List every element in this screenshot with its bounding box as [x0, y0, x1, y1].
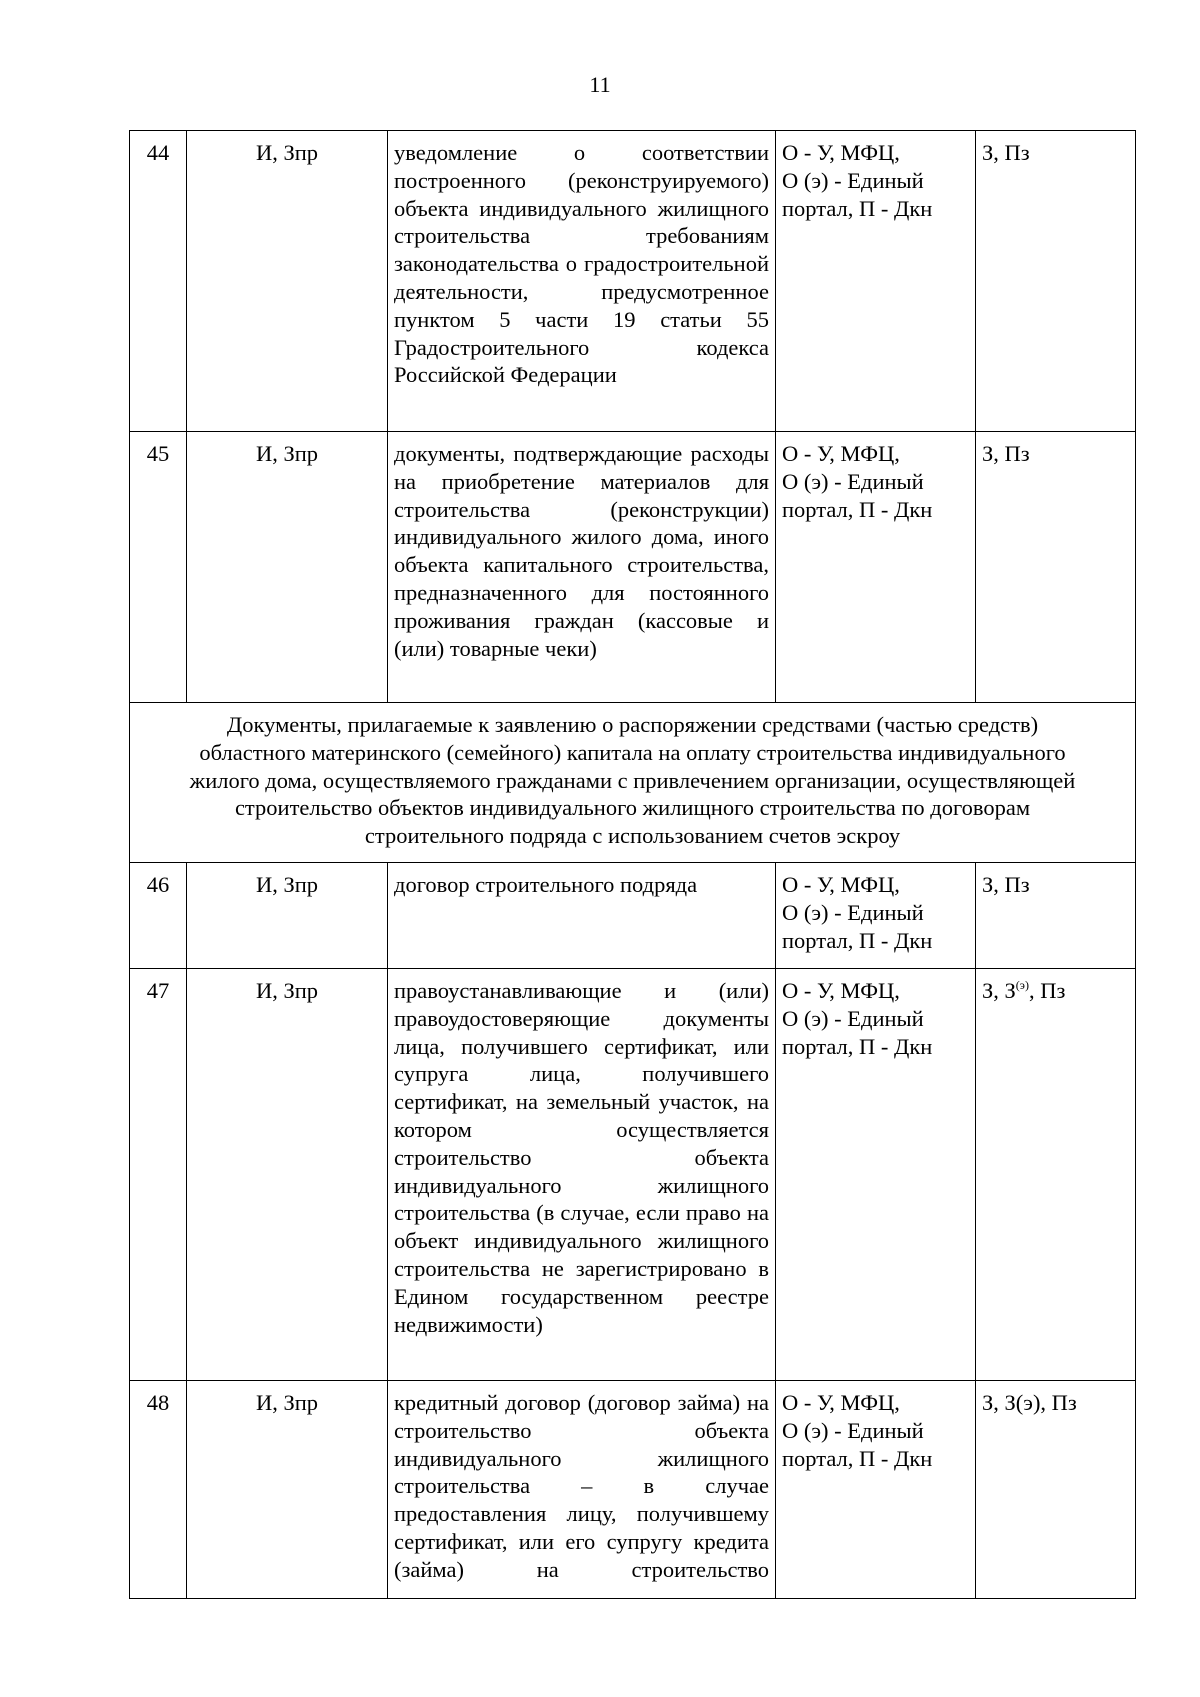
document-form: З, З(э), Пз — [976, 1381, 1136, 1599]
documents-table — [129, 130, 1136, 1599]
applicant-code: И, Зпр — [187, 432, 388, 703]
submission-line: О (э) - Единый — [782, 1005, 924, 1031]
section-heading-line: строительство объектов индивидуального жилищного строительства по договорам — [234, 795, 1031, 821]
submission-line: О (э) - Единый — [782, 1417, 924, 1443]
document-form — [976, 969, 1136, 1381]
table-row — [130, 863, 1136, 969]
document-description: документы, подтверждающие расходы на приобретение материалов для строительства (реконструкции) индивидуального жилого дома, иного объекта капитального строительства, предназначенного для постоянного проживания граждан (кассовые и (или) товарные чеки) — [388, 432, 776, 703]
row-number: 46 — [130, 863, 187, 969]
form-text: , Пз — [1028, 978, 1066, 1003]
applicant-code: И, Зпр — [187, 131, 388, 432]
submission-line: О - У, МФЦ, — [782, 441, 900, 466]
submission-line: О (э) - Единый — [782, 468, 924, 494]
submission-line: О - У, МФЦ, — [782, 140, 900, 165]
submission-method — [776, 432, 976, 703]
page-number: 11 — [589, 72, 611, 97]
document-description: уведомление о соответствии построенного (реконструируемого) объекта индивидуального жилищного строительства требованиям законодательства о градостроительной деятельности, предусмотренное пунктом 5 части 19 статьи 55 Градостроительного кодекса Российской Федерации — [388, 131, 776, 432]
submission-line: О (э) - Единый — [782, 167, 924, 193]
submission-line: портал, П - Дкн — [782, 927, 933, 953]
section-heading-row — [130, 703, 1136, 863]
submission-line: портал, П - Дкн — [782, 1033, 933, 1059]
document-description: договор строительного подряда — [388, 863, 776, 969]
applicant-code: И, Зпр — [187, 1381, 388, 1599]
row-number: 45 — [130, 432, 187, 703]
table-row — [130, 432, 1136, 703]
submission-line: О - У, МФЦ, — [782, 872, 900, 897]
submission-method — [776, 863, 976, 969]
section-heading-line: жилого дома, осуществляемого гражданами с привлечением организации, осуществляющей — [189, 767, 1076, 793]
section-heading-line: Документы, прилагаемые к заявлению о распоряжении средствами (частью средств) — [226, 712, 1039, 737]
submission-line: О - У, МФЦ, — [782, 978, 900, 1003]
row-number: 47 — [130, 969, 187, 1381]
submission-line: О - У, МФЦ, — [782, 1390, 900, 1415]
form-superscript: (э) — [1015, 978, 1029, 992]
table-row — [130, 969, 1136, 1381]
applicant-code: И, Зпр — [187, 863, 388, 969]
submission-line: портал, П - Дкн — [782, 1445, 933, 1471]
submission-line: О (э) - Единый — [782, 899, 924, 925]
section-heading-line: областного материнского (семейного) капитала на оплату строительства индивидуального — [199, 739, 1066, 765]
table-row — [130, 131, 1136, 432]
applicant-code: И, Зпр — [187, 969, 388, 1381]
section-heading — [130, 703, 1136, 863]
row-number: 44 — [130, 131, 187, 432]
submission-method — [776, 131, 976, 432]
form-text: З, З — [982, 978, 1016, 1003]
submission-method — [776, 1381, 976, 1599]
document-description: правоустанавливающие и (или) правоудостоверяющие документы лица, получившего сертификат, или супруга лица, получившего сертификат, на земельный участок, на котором осуществляется строительство объекта индивидуального жилищного строительства (в случае, если право на объект индивидуального жилищного строительства не зарегистрировано в Едином государственном реестре недвижимости) — [388, 969, 776, 1381]
document-form: З, Пз — [976, 131, 1136, 432]
submission-line: портал, П - Дкн — [782, 496, 933, 522]
row-number: 48 — [130, 1381, 187, 1599]
section-heading-line: строительного подряда с использованием счетов эскроу — [364, 823, 901, 849]
table-row — [130, 1381, 1136, 1599]
document-form: З, Пз — [976, 863, 1136, 969]
submission-method — [776, 969, 976, 1381]
document-description: кредитный договор (договор займа) на строительство объекта индивидуального жилищного строительства – в случае предоставления лицу, получившему сертификат, или его супругу кредита (займа) на строительство — [388, 1381, 776, 1599]
document-form: З, Пз — [976, 432, 1136, 703]
submission-line: портал, П - Дкн — [782, 195, 933, 221]
